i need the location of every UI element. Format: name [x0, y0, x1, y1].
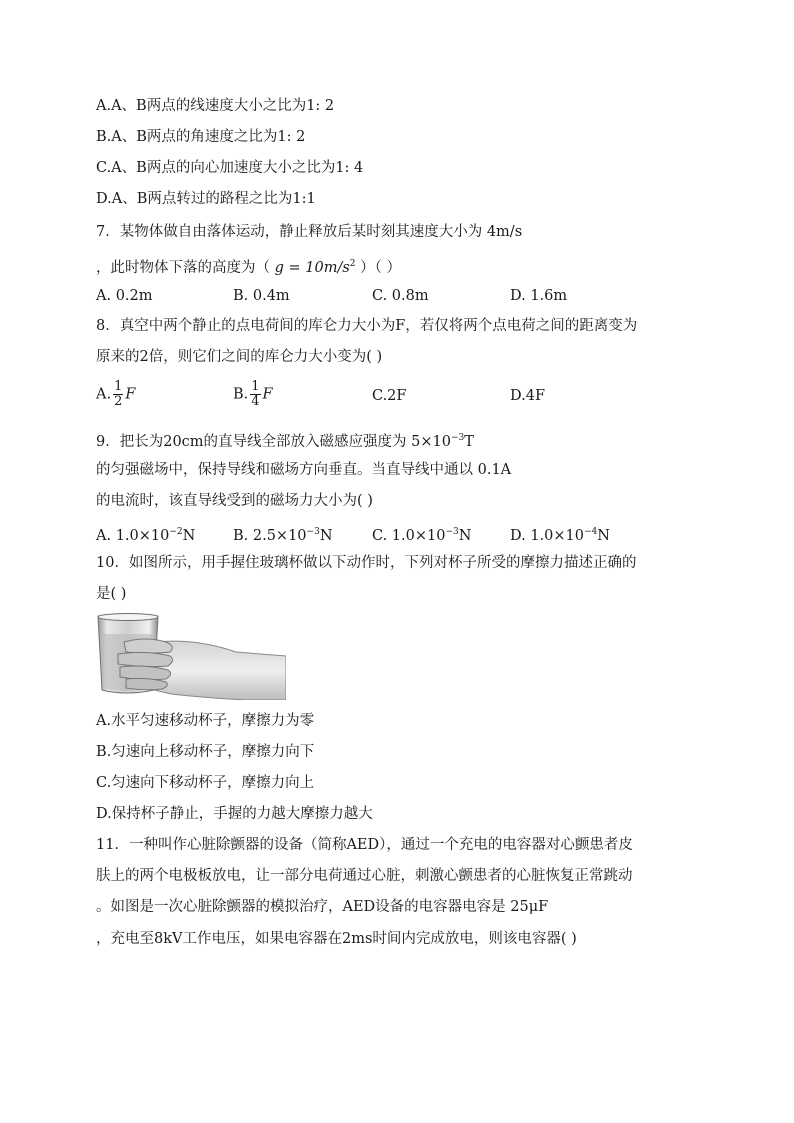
fraction-numerator: 1: [114, 379, 123, 394]
q9-option-d: [510, 522, 610, 546]
q10-option-a: A.水平匀速移动杯子，摩擦力为零: [96, 713, 315, 729]
q11-stem-line4: ，充电至8kV工作电压，如果电容器在2ms时间内完成放电，则该电容器( ): [96, 931, 577, 947]
q11-stem-line1: 11．一种叫作心脏除颤器的设备（简称AED），通过一个充电的电容器对心颤患者皮: [96, 837, 633, 853]
q10-stem-line1: 10．如图所示，用手握住玻璃杯做以下动作时，下列对杯子所受的摩擦力描述正确的: [96, 555, 637, 571]
q9-exponent: −3: [450, 433, 465, 443]
q9-stem-line3: 的电流时，该直导线受到的磁场力大小为( ): [96, 493, 373, 509]
q7-g-formula: g = 10m/s: [274, 259, 350, 276]
q6-option-b: B.A、B两点的角速度之比为1: 2: [96, 129, 306, 145]
q7-option-d: D. 1.6m: [510, 288, 568, 304]
q7-option-a: A. 0.2m: [96, 288, 153, 304]
q8-option-b-suffix: F: [262, 386, 273, 403]
q9-option-a-exp: −2: [169, 527, 183, 537]
q9-option-d-unit: N: [597, 527, 610, 544]
q7-stem-line2: [96, 254, 401, 278]
q7-stem-post: ）（ ）: [355, 259, 401, 276]
q8-option-d: D.4F: [510, 388, 546, 404]
q9-option-b-base: B. 2.5×10: [233, 527, 307, 544]
q11-stem-line2: 肤上的两个电极板放电，让一部分电荷通过心脏，刺激心颤患者的心脏恢复正常跳动: [96, 868, 633, 884]
q8-option-b-prefix: B.: [233, 386, 249, 403]
q9-option-d-base: D. 1.0×10: [510, 527, 584, 544]
q10-option-c: C.匀速向下移动杯子，摩擦力向上: [96, 775, 315, 791]
fraction-denominator: 4: [251, 394, 260, 409]
q9-option-b: [233, 522, 333, 546]
q6-option-d: D.A、B两点转过的路程之比为1:1: [96, 191, 316, 207]
q10-option-d: D.保持杯子静止，手握的力越大摩擦力越大: [96, 806, 373, 822]
q9-option-a: [96, 522, 195, 546]
q7-stem-line1: 7．某物体做自由落体运动，静止释放后某时刻其速度大小为 4m/s: [96, 224, 523, 240]
q9-stem-text: 9．把长为20cm的直导线全部放入磁感应强度为 5×10: [96, 433, 451, 450]
q7-option-b: B. 0.4m: [233, 288, 290, 304]
q9-option-c-unit: N: [458, 527, 472, 544]
q8-option-a-prefix: A.: [96, 386, 112, 403]
q7-g-exponent: 2: [349, 259, 356, 269]
q9-option-c-base: C. 1.0×10: [372, 527, 446, 544]
q8-option-a-suffix: F: [125, 386, 136, 403]
fraction-numerator: 1: [251, 379, 260, 394]
q9-option-d-exp: −4: [584, 527, 598, 537]
q8-stem-line1: 8．真空中两个静止的点电荷间的库仑力大小为F，若仅将两个点电荷之间的距离变为: [96, 318, 638, 334]
q9-option-b-exp: −3: [306, 527, 320, 537]
q10-option-b: B.匀速向上移动杯子，摩擦力向下: [96, 744, 315, 760]
q8-option-c: C.2F: [372, 388, 407, 404]
q8-stem-line2: 原来的2倍，则它们之间的库仑力大小变为( ): [96, 349, 383, 365]
q7-option-c: C. 0.8m: [372, 288, 429, 304]
q9-option-b-unit: N: [319, 527, 333, 544]
q8-option-b: [233, 380, 273, 409]
hand-holding-glass-image: [96, 612, 286, 700]
q7-stem-pre: ，此时物体下落的高度为（: [96, 259, 275, 276]
q9-option-c-exp: −3: [445, 527, 459, 537]
q9-option-a-unit: N: [182, 527, 196, 544]
q8-option-a: [96, 380, 135, 409]
q9-option-c: [372, 522, 471, 546]
fraction-denominator: 2: [114, 394, 123, 409]
q10-stem-line2: 是( ): [96, 586, 127, 602]
q6-option-a: A.A、B两点的线速度大小之比为1: 2: [96, 98, 335, 114]
q6-option-c: C.A、B两点的向心加速度大小之比为1: 4: [96, 160, 364, 176]
q11-stem-line3: 。如图是一次心脏除颤器的模拟治疗，AED设备的电容器电容是 25μF: [96, 899, 549, 915]
q8-option-a-fraction: [113, 380, 123, 409]
q9-unit: T: [464, 433, 474, 450]
q9-stem-line1: [96, 428, 474, 452]
q9-stem-line2: 的匀强磁场中，保持导线和磁场方向垂直。当直导线中通以 0.1A: [96, 462, 512, 478]
q8-option-b-fraction: [250, 380, 260, 409]
q9-option-a-base: A. 1.0×10: [96, 527, 170, 544]
